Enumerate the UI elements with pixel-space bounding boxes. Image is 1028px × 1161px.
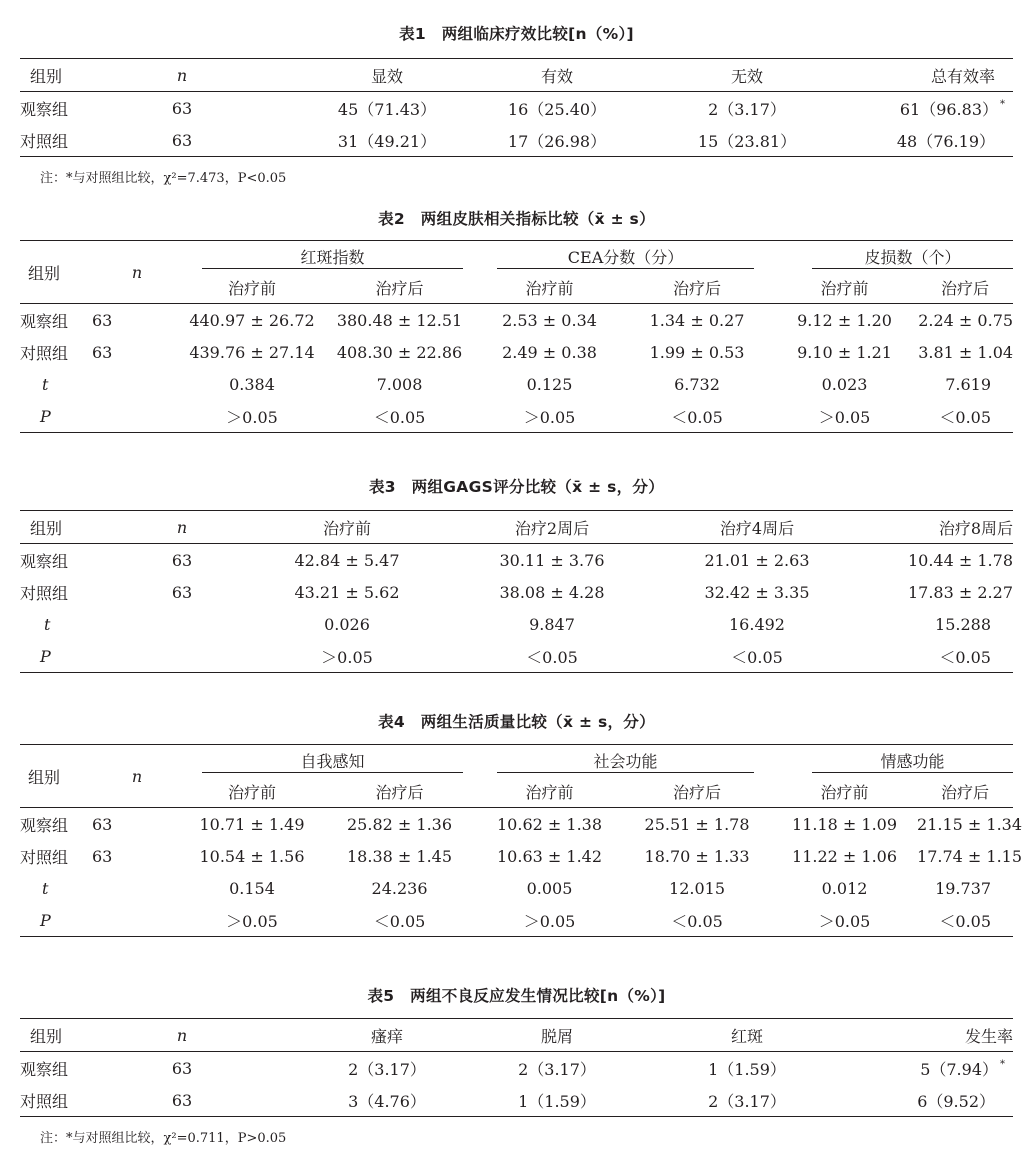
table1-caption: 表1 两组临床疗效比较[n（%）] [399,25,634,43]
table-cell: 16（25.40） [507,99,607,119]
table-cell: 30.11 ± 3.76 [499,550,605,570]
table-cell: 63 [171,98,193,118]
header-cell: 治疗后 [917,272,1013,304]
header-cell: 组别 [20,745,92,808]
table-row [20,544,1013,577]
row-label: 对照组 [20,583,69,603]
table-cell: 0.005 [526,878,573,898]
table-cell: 7.008 [376,374,423,394]
header-cell: 组别 [20,511,112,544]
table-cell: 6.732 [674,374,720,394]
group-header-cell: 红斑指数 [182,241,477,273]
table-cell: 25.51 ± 1.78 [644,814,750,834]
header-cell: 治疗前 [772,272,917,304]
row-label: t [42,374,49,394]
header-cell: n [112,511,252,544]
table-row [20,1052,1013,1085]
table-row [20,124,1013,157]
table-cell: ＞0.05 [182,904,322,937]
table-cell [92,368,182,400]
table5-caption: 表5 两组不良反应发生情况比较[n（%）] [367,987,666,1005]
table-row [20,608,1013,640]
table3-caption: 表3 两组GAGS评分比较（x̄ ± s，分） [369,478,664,496]
table-cell [822,92,1013,125]
table-cell: 18.38 ± 1.45 [347,846,453,866]
group-header-cell: CEA分数（分） [477,241,772,273]
table-cell: 16.492 [729,614,785,634]
row-label: 观察组 [20,1059,69,1079]
table-cell: 9.847 [529,614,575,634]
table-cell: 1（1.59） [708,1059,786,1079]
table-cell [112,608,252,640]
table-cell [92,400,182,433]
table-cell: 15.288 [935,614,991,634]
table-cell: 2（3.17） [632,1084,822,1117]
table3-header-row [20,511,1013,544]
row-label: 观察组 [20,99,69,119]
header-cell: 瘙痒 [252,1019,442,1052]
table-cell: 2.53 ± 0.34 [502,310,597,330]
table-cell: 2.49 ± 0.38 [502,342,597,362]
table-cell: 10.71 ± 1.49 [199,814,305,834]
table-cell: 63 [171,550,193,570]
row-label: 对照组 [20,343,69,363]
table-cell: 21.01 ± 2.63 [704,550,810,570]
header-cell: 红斑 [632,1019,822,1052]
table2-group-header-row [20,241,1013,273]
table-cell: 408.30 ± 22.86 [336,342,463,362]
header-cell: 治疗前 [477,776,622,808]
header-cell: n [92,745,182,808]
table-cell: 63 [112,124,252,157]
table-cell: 0.154 [229,878,275,898]
row-label: t [42,878,49,898]
row-label: t [44,614,51,634]
table4-caption: 表4 两组生活质量比较（x̄ ± s，分） [378,713,655,731]
table-row [20,92,1013,125]
table-cell: ＜0.05 [622,400,772,433]
table-cell: 38.08 ± 4.28 [499,582,605,602]
table-cell: ＞0.05 [477,904,622,937]
header-cell: 总有效率 [822,59,1013,92]
table-cell [92,872,182,904]
table-cell: 24.236 [371,878,428,898]
header-cell: 治疗前 [182,272,322,304]
table-cell: 1.34 ± 0.27 [649,310,745,330]
table-cell [112,640,252,673]
table-cell: 18.70 ± 1.33 [644,846,750,866]
row-label: P [20,904,92,937]
table5-header-row [20,1019,1013,1052]
row-label: 对照组 [20,124,112,157]
table-cell: 11.18 ± 1.09 [792,814,898,834]
table-cell: 9.12 ± 1.20 [797,310,892,330]
table-cell [822,1052,1013,1085]
table5-note: 注：*与对照组比较，χ²=0.711，P>0.05 [40,1131,287,1146]
row-label: 对照组 [20,847,69,867]
table-row [20,872,1013,904]
table-row [20,400,1013,433]
header-cell: 治疗后 [917,776,1013,808]
table4 [20,744,1023,937]
table-cell: 9.10 ± 1.21 [797,342,892,362]
table-cell: ＜0.05 [822,640,1013,673]
header-cell: 脱屑 [442,1019,632,1052]
table-cell: ＜0.05 [632,640,822,673]
header-cell: 治疗后 [322,776,477,808]
row-label: P [20,400,92,433]
table-cell: 380.48 ± 12.51 [336,310,463,330]
table-cell: 0.384 [229,374,275,394]
header-cell: n [92,241,182,304]
table-cell: 31（49.21） [252,124,442,157]
table-cell: ＜0.05 [442,640,632,673]
table-row [20,808,1013,841]
header-cell: 治疗前 [252,511,442,544]
table-row [20,304,1013,337]
header-cell: 治疗8周后 [822,511,1013,544]
table-cell: 439.76 ± 27.14 [189,342,315,362]
header-cell: 有效 [442,59,632,92]
row-label: 对照组 [20,1084,112,1117]
table-cell: 10.62 ± 1.38 [497,814,603,834]
table-cell: 0.023 [821,374,868,394]
header-cell: 组别 [20,241,92,304]
table-cell: ＜0.05 [322,400,477,433]
table-cell: ＞0.05 [182,400,322,433]
table-cell: 63 [171,582,193,602]
table-cell: 2（3.17） [518,1059,596,1079]
table-cell: 63 [92,310,113,330]
group-header-cell: 社会功能 [477,745,772,777]
table1-note: 注：*与对照组比较，χ²=7.473，P<0.05 [40,171,287,186]
table-cell: 10.44 ± 1.78 [907,550,1013,570]
table-cell: 48（76.19） [822,124,1013,157]
header-cell: 显效 [252,59,442,92]
header-cell: 组别 [20,1019,112,1052]
header-cell: 无效 [632,59,822,92]
table-cell: 63 [112,1084,252,1117]
table-cell: 1.99 ± 0.53 [649,342,745,362]
table-cell: 63 [92,342,113,362]
table1 [20,58,1013,157]
table-cell: 32.42 ± 3.35 [704,582,810,602]
table-cell: 15（23.81） [632,124,822,157]
table-cell: 6（9.52） [822,1084,1013,1117]
table-cell: 0.012 [821,878,868,898]
table-cell: 10.54 ± 1.56 [199,846,305,866]
header-cell: 治疗后 [622,776,772,808]
table3 [20,510,1013,673]
table-cell: 63 [92,814,113,834]
table-cell: ＜0.05 [622,904,772,937]
group-header-cell: 自我感知 [182,745,477,777]
table4-group-header-row [20,745,1013,777]
header-cell: 治疗前 [477,272,622,304]
header-cell: n [112,1019,252,1052]
header-cell: n [112,59,252,92]
table-cell: 2（3.17） [348,1059,426,1079]
table-cell: 3（4.76） [252,1084,442,1117]
table-cell: 63 [171,1058,193,1078]
table-cell: ＞0.05 [477,400,622,433]
table-cell: 10.63 ± 1.42 [497,846,603,866]
group-header-cell: 皮损数（个） [772,241,1013,273]
header-cell: 治疗2周后 [442,511,632,544]
table-cell: ＞0.05 [772,904,917,937]
table-row [20,904,1013,937]
table-row [20,368,1013,400]
table-row [20,336,1013,368]
group-header-cell: 情感功能 [772,745,1013,777]
table-cell: ＞0.05 [252,640,442,673]
table-cell: 45（71.43） [337,99,437,119]
table-row [20,840,1013,872]
table-row [20,640,1013,673]
table-cell: 11.22 ± 1.06 [792,846,898,866]
significance-marker: * [1000,98,1005,110]
header-cell: 组别 [20,59,112,92]
table-row [20,1084,1013,1117]
header-cell: 发生率 [822,1019,1013,1052]
table-cell: 1（1.59） [442,1084,632,1117]
table-row [20,576,1013,608]
incidence-rate-value: 5（7.94） [920,1059,998,1079]
table1-header-row [20,59,1013,92]
table-cell: 17.74 ± 1.15 [917,846,1023,866]
row-label: 观察组 [20,311,69,331]
header-cell: 治疗后 [622,272,772,304]
table-cell: ＞0.05 [772,400,917,433]
row-label: 观察组 [20,551,69,571]
table-cell: 2（3.17） [708,99,786,119]
header-cell: 治疗前 [182,776,322,808]
significance-marker: * [1000,1058,1005,1070]
total-rate-value: 61（96.83） [899,99,998,119]
table-cell: ＜0.05 [917,400,1013,433]
table-cell: 19.737 [935,878,992,898]
table-cell: 63 [92,846,113,866]
table-cell: 42.84 ± 5.47 [294,550,400,570]
table-cell: 7.619 [945,374,992,394]
table-cell: 17（26.98） [442,124,632,157]
header-cell: 治疗前 [772,776,917,808]
header-cell: 治疗后 [322,272,477,304]
table-cell: 25.82 ± 1.36 [347,814,453,834]
table-cell: 2.24 ± 0.75 [918,310,1014,330]
header-cell: 治疗4周后 [632,511,822,544]
table-cell: 17.83 ± 2.27 [907,582,1013,602]
table5 [20,1018,1013,1117]
table-cell: 3.81 ± 1.04 [918,342,1014,362]
table2 [20,240,1013,433]
row-label: 观察组 [20,815,69,835]
table-cell: 12.015 [669,878,726,898]
table-cell: 43.21 ± 5.62 [294,582,400,602]
table-cell: 0.026 [324,614,370,634]
table-cell: ＜0.05 [322,904,477,937]
table-cell [92,904,182,937]
table2-caption: 表2 两组皮肤相关指标比较（x̄ ± s） [378,210,655,228]
table-cell: ＜0.05 [917,904,1013,937]
table-cell: 21.15 ± 1.34 [917,814,1023,834]
table-cell: 440.97 ± 26.72 [189,310,315,330]
row-label: P [20,640,112,673]
table-cell: 0.125 [526,374,573,394]
